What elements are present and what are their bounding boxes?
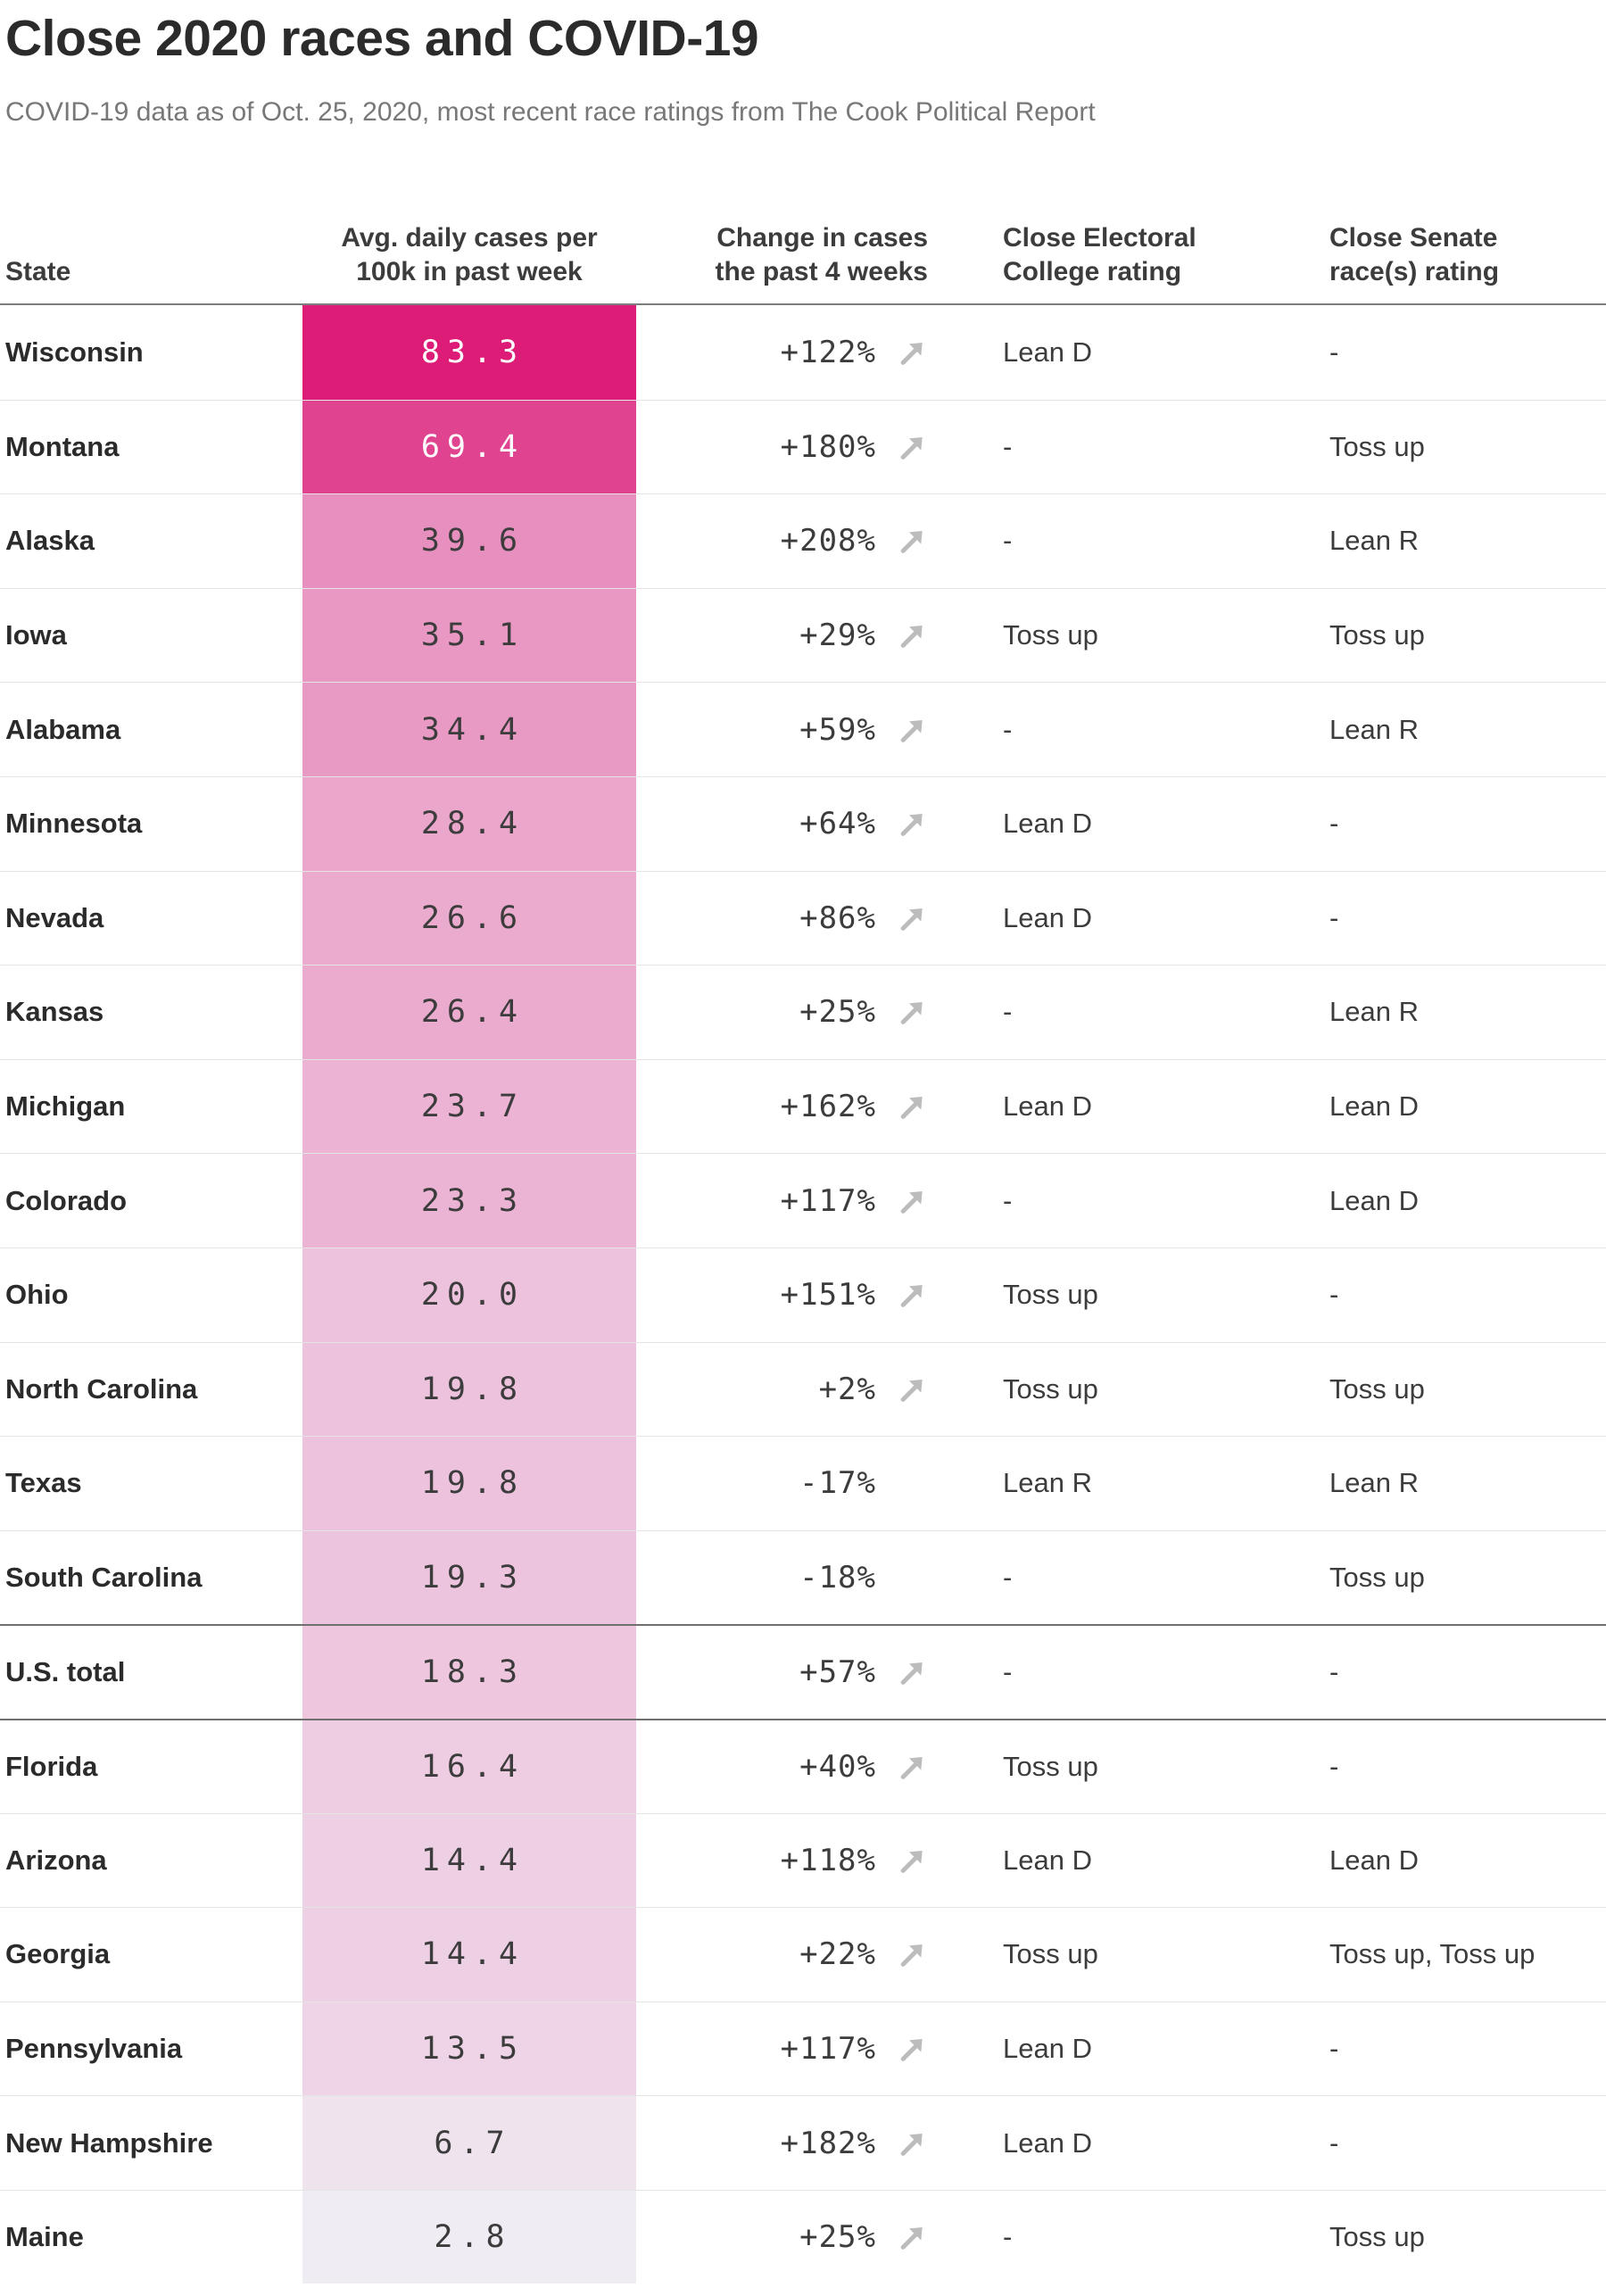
senate-rating: Toss up: [1329, 2221, 1425, 2253]
state-name: Minnesota: [5, 808, 143, 840]
trend-up-arrow-icon: [892, 711, 933, 749]
senate-rating: Toss up: [1329, 1562, 1425, 1594]
cases-heat-cell: [302, 589, 636, 683]
state-name: Alaska: [5, 525, 95, 557]
cases-value: 19.8: [420, 1371, 526, 1407]
header-electoral-college-rating-line1: Close Electoral: [1003, 223, 1196, 253]
cases-value: 6.7: [434, 2125, 512, 2161]
state-name: Arizona: [5, 1844, 107, 1876]
state-name: Alabama: [5, 713, 121, 745]
cases-heat-cell: [302, 683, 636, 776]
header-senate-rating: [1329, 221, 1606, 289]
change-value: +59%: [799, 711, 876, 748]
table-row: [0, 871, 1606, 966]
change-cell: [636, 2002, 1003, 2096]
cases-value: 19.8: [420, 1465, 526, 1502]
header-electoral-college-rating: [1003, 221, 1329, 289]
electoral-college-rating: -: [1003, 713, 1013, 745]
trend-up-arrow-icon: [892, 1182, 933, 1220]
trend-up-arrow-icon: [892, 993, 933, 1031]
senate-rating: -: [1329, 901, 1339, 933]
electoral-college-rating: Lean D: [1003, 1844, 1092, 1876]
cases-heat-cell: [302, 872, 636, 966]
change-cell: [636, 1626, 1003, 1719]
change-cell: [636, 494, 1003, 588]
table-row: [0, 1719, 1606, 1813]
header-change-in-cases: [636, 221, 1003, 289]
electoral-college-rating: -: [1003, 430, 1013, 462]
electoral-college-rating: Toss up: [1003, 619, 1098, 651]
electoral-college-rating: Lean D: [1003, 1090, 1092, 1123]
cases-heat-cell: [302, 1437, 636, 1530]
change-cell: [636, 1720, 1003, 1813]
trend-up-arrow-icon: [892, 1842, 933, 1879]
cases-heat-cell: [302, 966, 636, 1059]
state-name: Nevada: [5, 901, 104, 933]
cases-value: 26.6: [420, 899, 526, 936]
cases-heat-cell: [302, 305, 636, 400]
electoral-college-rating: Lean R: [1003, 1467, 1092, 1499]
trend-up-arrow-icon: [892, 1559, 933, 1596]
header-electoral-college-rating-line2: College rating: [1003, 257, 1182, 286]
trend-up-arrow-icon: [892, 1464, 933, 1502]
cases-heat-cell: [302, 1343, 636, 1437]
change-cell: [636, 1531, 1003, 1625]
page-title: Close 2020 races and COVID-19: [5, 10, 759, 67]
table-row: [0, 965, 1606, 1059]
table-row: [0, 493, 1606, 588]
trend-up-arrow-icon: [892, 1748, 933, 1786]
senate-rating: Lean R: [1329, 713, 1419, 745]
table-row: [0, 1530, 1606, 1625]
senate-rating: -: [1329, 1656, 1339, 1688]
cases-value: 18.3: [420, 1654, 526, 1691]
state-name: Iowa: [5, 619, 67, 651]
header-state: State: [5, 257, 71, 286]
senate-rating: Toss up: [1329, 430, 1425, 462]
cases-value: 23.7: [420, 1089, 526, 1125]
cases-value: 14.4: [420, 1936, 526, 1973]
table-row: [0, 1059, 1606, 1154]
header-avg-daily-cases-line2: 100k in past week: [356, 257, 583, 286]
state-name: Montana: [5, 430, 120, 462]
change-cell: [636, 1908, 1003, 2002]
cases-heat-cell: [302, 2096, 636, 2190]
cases-heat-cell: [302, 1060, 636, 1154]
electoral-college-rating: Lean D: [1003, 2126, 1092, 2159]
header-avg-daily-cases: [302, 221, 636, 289]
change-cell: [636, 683, 1003, 776]
trend-up-arrow-icon: [892, 522, 933, 559]
electoral-college-rating: -: [1003, 996, 1013, 1028]
change-cell: [636, 1437, 1003, 1530]
senate-rating: -: [1329, 2032, 1339, 2064]
trend-up-arrow-icon: [892, 2125, 933, 2162]
state-name: Ohio: [5, 1279, 69, 1311]
cases-value: 14.4: [420, 1842, 526, 1878]
table-row: [0, 2190, 1606, 2284]
state-name: Michigan: [5, 1090, 126, 1123]
electoral-college-rating: Lean D: [1003, 2032, 1092, 2064]
cases-value: 28.4: [420, 806, 526, 842]
senate-rating: Lean D: [1329, 1090, 1419, 1123]
change-value: +117%: [780, 2030, 876, 2067]
table-row: [0, 2095, 1606, 2190]
table-row: [0, 305, 1606, 400]
state-name: North Carolina: [5, 1372, 198, 1405]
cases-value: 19.3: [420, 1560, 526, 1596]
change-value: +182%: [780, 2125, 876, 2161]
cases-heat-cell: [302, 494, 636, 588]
infographic: [0, 7, 1606, 2284]
change-value: +22%: [799, 1936, 876, 1973]
change-value: -18%: [799, 1560, 876, 1596]
table-row: [0, 682, 1606, 776]
change-value: +151%: [780, 1277, 876, 1314]
trend-up-arrow-icon: [892, 1371, 933, 1408]
cases-heat-cell: [302, 2191, 636, 2284]
header-avg-daily-cases-line1: Avg. daily cases per: [341, 223, 598, 253]
cases-value: 23.3: [420, 1182, 526, 1219]
cases-value: 35.1: [420, 618, 526, 654]
change-cell: [636, 2191, 1003, 2284]
trend-up-arrow-icon: [892, 1276, 933, 1314]
state-name: Florida: [5, 1750, 98, 1782]
electoral-college-rating: -: [1003, 1656, 1013, 1688]
header-change-in-cases-line2: the past 4 weeks: [715, 257, 928, 286]
change-value: +25%: [799, 994, 876, 1031]
electoral-college-rating: -: [1003, 2221, 1013, 2253]
senate-rating: Toss up: [1329, 1372, 1425, 1405]
senate-rating: Lean D: [1329, 1844, 1419, 1876]
table-header-row: [0, 182, 1606, 305]
trend-up-arrow-icon: [892, 617, 933, 654]
cases-heat-cell: [302, 777, 636, 871]
trend-up-arrow-icon: [892, 805, 933, 842]
change-value: +208%: [780, 523, 876, 559]
electoral-college-rating: Lean D: [1003, 901, 1092, 933]
change-cell: [636, 1814, 1003, 1908]
table-row: [0, 1907, 1606, 2002]
cases-heat-cell: [302, 1720, 636, 1813]
state-name: South Carolina: [5, 1562, 203, 1594]
cases-heat-cell: [302, 1814, 636, 1908]
table-row: [0, 1813, 1606, 1908]
cases-heat-cell: [302, 401, 636, 494]
cases-value: 2.8: [434, 2219, 512, 2256]
change-value: +2%: [818, 1371, 876, 1407]
change-cell: [636, 305, 1003, 400]
subtitle: COVID-19 data as of Oct. 25, 2020, most recent race ratings from The Cook Political Report: [5, 97, 1096, 127]
cases-value: 13.5: [420, 2030, 526, 2067]
header-senate-rating-line1: Close Senate: [1329, 223, 1498, 253]
cases-heat-cell: [302, 2002, 636, 2096]
senate-rating: -: [1329, 336, 1339, 368]
table-row: [0, 1624, 1606, 1719]
change-cell: [636, 1248, 1003, 1342]
senate-rating: Lean D: [1329, 1184, 1419, 1216]
change-cell: [636, 401, 1003, 494]
covid-races-table: [0, 182, 1606, 2284]
change-cell: [636, 966, 1003, 1059]
senate-rating: -: [1329, 1750, 1339, 1782]
cases-value: 34.4: [420, 711, 526, 748]
electoral-college-rating: -: [1003, 1562, 1013, 1594]
cases-value: 39.6: [420, 523, 526, 559]
cases-value: 69.4: [420, 428, 526, 465]
state-name: Georgia: [5, 1938, 111, 1970]
cases-value: 20.0: [420, 1277, 526, 1314]
trend-up-arrow-icon: [892, 2030, 933, 2068]
change-value: +29%: [799, 618, 876, 654]
change-value: +25%: [799, 2219, 876, 2256]
electoral-college-rating: Toss up: [1003, 1938, 1098, 1970]
state-name: Colorado: [5, 1184, 128, 1216]
table-body: [0, 305, 1606, 2284]
change-value: +180%: [780, 428, 876, 465]
cases-value: 83.3: [420, 334, 526, 370]
state-name: Texas: [5, 1467, 82, 1499]
change-value: +40%: [799, 1748, 876, 1785]
senate-rating: Lean R: [1329, 1467, 1419, 1499]
cases-value: 26.4: [420, 994, 526, 1031]
state-name: Wisconsin: [5, 336, 144, 368]
senate-rating: Toss up: [1329, 619, 1425, 651]
table-row: [0, 1342, 1606, 1437]
electoral-college-rating: Lean D: [1003, 808, 1092, 840]
state-name: Kansas: [5, 996, 104, 1028]
trend-up-arrow-icon: [892, 1935, 933, 1973]
senate-rating: -: [1329, 2126, 1339, 2159]
table-row: [0, 400, 1606, 494]
change-cell: [636, 1060, 1003, 1154]
table-row: [0, 1153, 1606, 1247]
table-row: [0, 588, 1606, 683]
trend-up-arrow-icon: [892, 2218, 933, 2256]
change-cell: [636, 1343, 1003, 1437]
change-value: -17%: [799, 1465, 876, 1502]
trend-up-arrow-icon: [892, 899, 933, 937]
electoral-college-rating: Toss up: [1003, 1372, 1098, 1405]
state-name: Maine: [5, 2221, 84, 2253]
cases-heat-cell: [302, 1626, 636, 1719]
senate-rating: -: [1329, 808, 1339, 840]
change-value: +117%: [780, 1182, 876, 1219]
table-row: [0, 1247, 1606, 1342]
change-value: +86%: [799, 899, 876, 936]
change-value: +162%: [780, 1089, 876, 1125]
trend-up-arrow-icon: [892, 1654, 933, 1691]
trend-up-arrow-icon: [892, 334, 933, 371]
state-name: New Hampshire: [5, 2126, 213, 2159]
cases-value: 16.4: [420, 1748, 526, 1785]
electoral-college-rating: -: [1003, 1184, 1013, 1216]
electoral-college-rating: Lean D: [1003, 336, 1092, 368]
table-row: [0, 2002, 1606, 2096]
change-cell: [636, 872, 1003, 966]
electoral-college-rating: -: [1003, 525, 1013, 557]
change-value: +122%: [780, 334, 876, 370]
table-row: [0, 776, 1606, 871]
change-value: +64%: [799, 806, 876, 842]
trend-up-arrow-icon: [892, 428, 933, 466]
header-senate-rating-line2: race(s) rating: [1329, 257, 1500, 286]
state-name: Pennsylvania: [5, 2032, 183, 2064]
change-value: +57%: [799, 1654, 876, 1691]
senate-rating: -: [1329, 1279, 1339, 1311]
senate-rating: Lean R: [1329, 996, 1419, 1028]
senate-rating: Toss up, Toss up: [1329, 1938, 1536, 1970]
senate-rating: Lean R: [1329, 525, 1419, 557]
electoral-college-rating: Toss up: [1003, 1750, 1098, 1782]
cases-heat-cell: [302, 1248, 636, 1342]
trend-up-arrow-icon: [892, 1088, 933, 1125]
header-change-in-cases-line1: Change in cases: [716, 223, 928, 253]
change-cell: [636, 1154, 1003, 1247]
cases-heat-cell: [302, 1908, 636, 2002]
state-name: U.S. total: [5, 1656, 126, 1688]
cases-heat-cell: [302, 1154, 636, 1247]
change-value: +118%: [780, 1842, 876, 1878]
table-row: [0, 1436, 1606, 1530]
change-cell: [636, 777, 1003, 871]
change-cell: [636, 589, 1003, 683]
electoral-college-rating: Toss up: [1003, 1279, 1098, 1311]
change-cell: [636, 2096, 1003, 2190]
cases-heat-cell: [302, 1531, 636, 1625]
